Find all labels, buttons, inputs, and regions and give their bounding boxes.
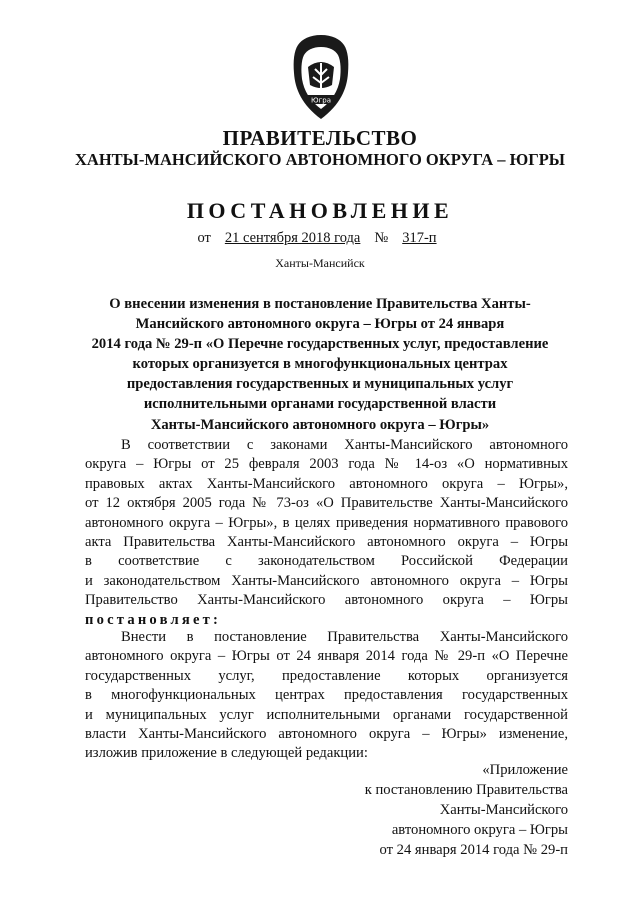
appendix-line: от 24 января 2014 года № 29-п [379,842,568,858]
paragraph-line: в многофункциональных центрах предоставления государственных [85,687,568,704]
paragraph-line: округа – Югры от 25 февраля 2003 года № 14-оз «О нормативных [85,456,568,473]
city-name: Ханты-Мансийск [275,256,365,270]
appendix-line: «Приложение [482,762,568,778]
coat-of-arms-emblem [288,33,354,121]
title-line: предоставления государственных и муниципальных услуг [126,376,514,393]
paragraph-line: Правительство Ханты-Мансийского автономного округа – Югры [85,592,568,609]
paragraph-line: акта Правительства Ханты-Мансийского автономного округа – Югры [85,534,568,551]
document-number: 317-п [402,230,437,246]
title-line: исполнительными органами государственной власти [143,396,497,413]
paragraph-line: и муниципальных услуг исполнительными органами государственной [85,706,568,723]
paragraph-line: от 12 октября 2005 года № 73-оз «О Правительстве Ханты-Мансийского [85,495,568,512]
paragraph-line: Внести в постановление Правительства Ханты-Мансийского [121,629,568,645]
document-date: 21 сентября 2018 года [224,230,361,246]
operative-paragraph [85,628,568,764]
title-line: Ханты-Мансийского автономного округа – Югры» [150,416,490,433]
svg-text:Югра: Югра [311,96,331,105]
paragraph-line: В соответствии с законами Ханты-Мансийского автономного [121,437,568,453]
title-line: 2014 года № 29-п «О Перечне государственных услуг, предоставление [91,336,549,353]
paragraph-line: автономного округа – Югры от 24 января 2014 года № 29-п «О Перечне [85,648,568,665]
number-prefix: № [374,230,389,246]
paragraph-line: государственных услуг, предоставление которых организуется [85,667,568,684]
preamble-paragraph [85,436,568,630]
document-title [72,294,568,435]
appendix-header [365,760,568,860]
paragraph-line: и законодательством Ханты-Мансийского автономного округа – Югры [85,572,568,589]
paragraph-line: автономного округа – Югры», в целях приведения нормативного правового [85,514,568,531]
government-subtitle: ХАНТЫ-МАНСИЙСКОГО АВТОНОМНОГО ОКРУГА – ЮГРЫ [75,150,565,169]
date-number-line [0,230,640,247]
paragraph-line: правовых актах Ханты-Мансийского автономного округа – Югры», [85,475,568,492]
title-line: Мансийского автономного округа – Югры от 24 января [135,316,505,333]
paragraph-line: изложив приложение в следующей редакции: [85,745,368,762]
date-prefix: от [197,230,211,246]
document-type: ПОСТАНОВЛЕНИЕ [186,198,454,223]
appendix-line: Ханты-Мансийского [439,802,568,818]
decree-word: постановляет: [85,611,222,628]
paragraph-line: в соответствие с законодательством Российской Федерации [85,553,568,570]
government-title: ПРАВИТЕЛЬСТВО [222,126,418,150]
title-line: которых организуется в многофункциональных центрах [132,356,508,373]
title-line: О внесении изменения в постановление Правительства Ханты- [109,296,531,312]
appendix-line: автономного округа – Югры [391,822,568,838]
appendix-line: к постановлению Правительства [364,782,568,798]
paragraph-line: власти Ханты-Мансийского автономного округа – Югры» изменение, [85,726,568,743]
